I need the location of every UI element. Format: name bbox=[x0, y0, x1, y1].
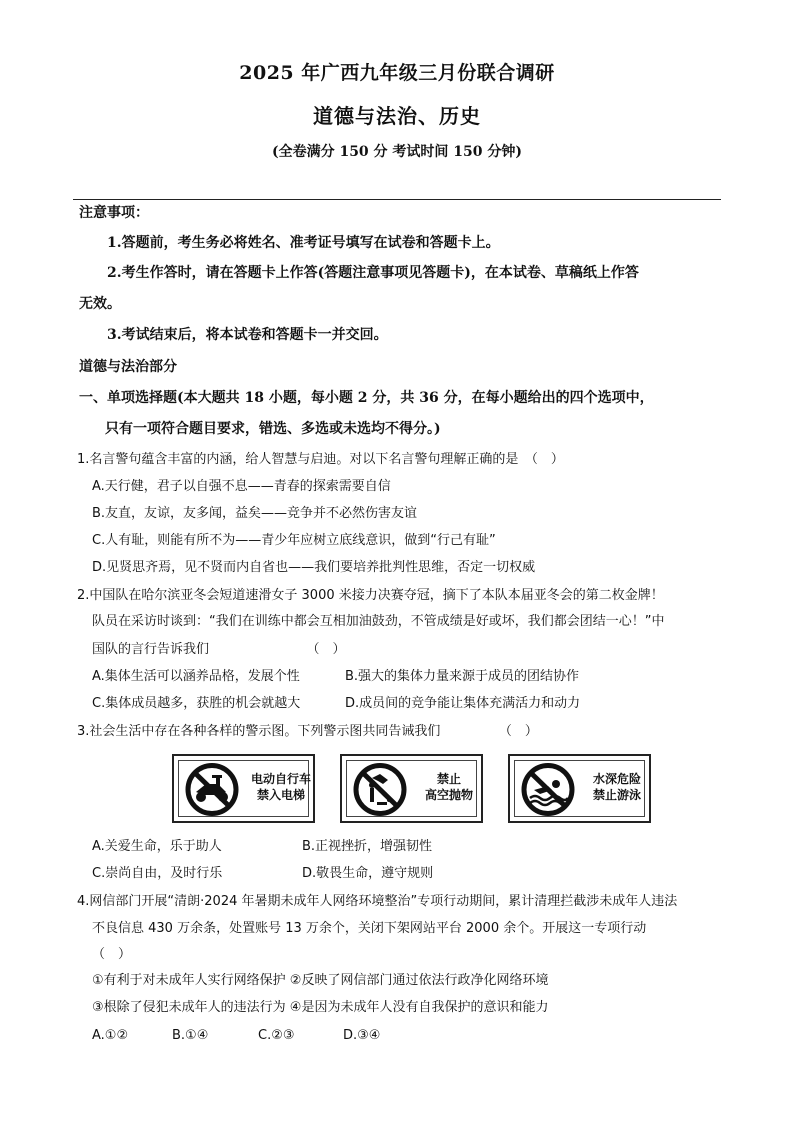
q2-option-a: A.集体生活可以涵养品格，发展个性 bbox=[92, 669, 300, 684]
exam-score-time: (全卷满分 150 分 考试时间 150 分钟) bbox=[271, 144, 523, 160]
warning-signs bbox=[172, 754, 641, 823]
sign-3-line-2: 禁止游泳 bbox=[592, 788, 641, 802]
notice-heading: 注意事项： bbox=[79, 205, 149, 221]
sign-no-swimming bbox=[508, 754, 651, 823]
header-divider bbox=[73, 199, 721, 200]
sign-2-line-2: 高空抛物 bbox=[424, 788, 473, 802]
sign-no-throwing bbox=[340, 754, 483, 823]
q4-option-c: C.②③ bbox=[258, 1028, 295, 1043]
q4-statements-1: ①有利于对未成年人实行网络保护 ②反映了网信部门通过依法行政净化网络环境 bbox=[92, 973, 549, 988]
q3-stem: 3.社会生活中存在各种各样的警示图。下列警示图共同告诫我们 （ ） bbox=[77, 724, 538, 739]
q4-option-b: B.①④ bbox=[172, 1028, 209, 1043]
sign-1-line-1: 电动自行车 bbox=[250, 772, 311, 786]
q1-option-b: B.友直，友谅，友多闻，益矣——竞争并不必然伤害友谊 bbox=[92, 506, 418, 521]
q1-option-a: A.天行健，君子以自强不息——青春的探索需要自信 bbox=[92, 479, 391, 494]
notice-item-2: 2.考生作答时，请在答题卡上作答(答题注意事项见答题卡)，在本试卷、草稿纸上作答 bbox=[107, 265, 639, 281]
notice-item-3: 3.考试结束后，将本试卷和答题卡一并交回。 bbox=[107, 327, 388, 343]
q3-option-d: D.敬畏生命，遵守规则 bbox=[302, 866, 434, 881]
q3-option-b: B.正视挫折，增强韧性 bbox=[302, 839, 433, 854]
q1-option-d: D.见贤思齐焉，见不贤而内自省也——我们要培养批判性思维，否定一切权威 bbox=[92, 560, 536, 575]
sign-2-line-1: 禁止 bbox=[436, 772, 461, 786]
exam-title: 2025 年广西九年级三月份联合调研 bbox=[239, 62, 555, 84]
notice-item-1: 1.答题前，考生务必将姓名、准考证号填写在试卷和答题卡上。 bbox=[107, 235, 500, 251]
q4-option-a: A.①② bbox=[92, 1028, 129, 1043]
q4-stem-2: 不良信息 430 万余条，处置账号 13 万余个，关闭下架网站平台 2000 余个。开展这一专项行动 bbox=[92, 921, 647, 936]
sign-3-line-1: 水深危险 bbox=[592, 772, 641, 786]
q4-stem-1: 4.网信部门开展“清朗·2024 年暑期未成年人网络环境整治”专项行动期间，累计清理拦截涉未成年人违法 bbox=[77, 894, 678, 909]
no-ebike-icon bbox=[182, 762, 242, 817]
q2-stem-1: 2.中国队在哈尔滨亚冬会短道速滑女子 3000 米接力决赛夺冠，摘下了本队本届亚冬会的第二枚金牌！ bbox=[77, 588, 664, 603]
q2-option-d: D.成员间的竞争能让集体充满活力和动力 bbox=[345, 696, 581, 711]
section-title: 道德与法治部分 bbox=[79, 359, 177, 375]
q1-option-c: C.人有耻，则能有所不为——青少年应树立底线意识，做到“行己有耻” bbox=[92, 533, 496, 548]
q1-stem: 1.名言警句蕴含丰富的内涵，给人智慧与启迪。对以下名言警句理解正确的是 （ ） bbox=[77, 452, 564, 467]
sign-1-line-2: 禁入电梯 bbox=[256, 788, 305, 802]
q2-stem-3: 国队的言行告诉我们 （ ） bbox=[92, 642, 346, 657]
notice-item-2-cont: 无效。 bbox=[79, 296, 121, 312]
q4-option-d: D.③④ bbox=[343, 1028, 381, 1043]
q3-option-c: C.崇尚自由，及时行乐 bbox=[92, 866, 223, 881]
no-swimming-icon bbox=[518, 762, 578, 817]
exam-subject: 道德与法治、历史 bbox=[313, 104, 481, 128]
part1-instructions-cont: 只有一项符合题目要求，错选、多选或未选均不得分。) bbox=[105, 421, 441, 437]
q2-stem-2: 队员在采访时谈到：“我们在训练中都会互相加油鼓劲，不管成绩是好或坏，我们都会团结一心！”中 bbox=[92, 614, 665, 629]
q2-option-c: C.集体成员越多，获胜的机会就越大 bbox=[92, 696, 301, 711]
sign-no-ebike bbox=[172, 754, 315, 823]
no-throwing-icon bbox=[350, 762, 410, 817]
q3-option-a: A.关爱生命，乐于助人 bbox=[92, 839, 222, 854]
part1-instructions: 一、单项选择题(本大题共 18 小题，每小题 2 分，共 36 分，在每小题给出的四个选项中， bbox=[79, 390, 654, 406]
q4-statements-2: ③根除了侵犯未成年人的违法行为 ④是因为未成年人没有自我保护的意识和能力 bbox=[92, 1000, 549, 1015]
q2-option-b: B.强大的集体力量来源于成员的团结协作 bbox=[345, 669, 580, 684]
q4-stem-3: （ ） bbox=[92, 947, 132, 962]
